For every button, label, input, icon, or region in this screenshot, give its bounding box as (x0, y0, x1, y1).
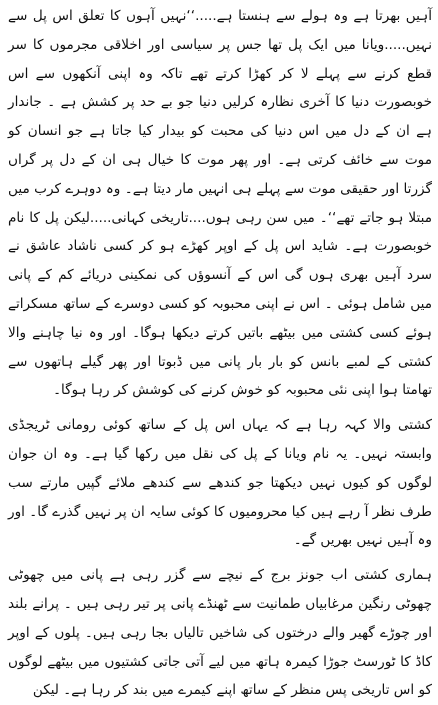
paragraph: آہیں بھرتا ہے وہ ہولے سے ہنستا ہے.....‘‘نہیں آہوں کا تعلق اس پل سے نہیں.....ویانا میں ایک پل تھا جس پر سیاسی اور اخلاقی مجرموں کا سر قطع کرنے سے پہلے لا کر کھڑا کرتے تھے تاکہ وہ اپنی آنکھوں سے اس خوبصورت دنیا کا آخری نظارہ کرلیں دنیا جو بے حد پر کشش ہے ۔ جاندار ہے ان کے دل میں اس دنیا کی محبت کو بیدار کیا جاتا ہے جو انسان کو موت سے خائف کرتی ہے۔ اور پھر موت کا خیال ہی ان کے دل پر گراں گزرتا اور حقیقی موت سے پہلے ہی انہیں مار دیتا ہے۔ وہ دوہرے کرب میں مبتلا ہو جاتے تھے‘‘۔ میں سن رہی ہوں....تاریخی کہانی.....لیکن پل کا نام خوبصورت ہے۔ شاید اس پل کے اوپر کھڑے ہو کر کسی ناشاد عاشق نے سرد آہیں بھری ہوں گی اس کے آنسوؤں کی نمکینی دریائے کم کے پانی میں شامل ہوئی ۔ اس نے اپنی محبوبہ کو کسی دوسرے کے ساتھ مسکراتے ہوئے کسی کشتی میں بیٹھے باتیں کرتے دیکھا ہوگا۔ اور وہ نیا چاہنے والا کشتی کے لمبے بانس کو بار بار پانی میں ڈبوتا اور پھر گیلے ہاتھوں سے تھامتا ہوا اپنی نئی محبوبہ کو خوش کرنے کی کوشش کر رہا ہوگا۔ (8, 8, 432, 399)
paragraph: کشتی والا کہہ رہا ہے کہ یہاں اس پل کے ساتھ کوئی رومانی ٹریجڈی وابستہ نہیں۔ یہ نام ویانا کے پل کی نقل میں رکھا گیا ہے۔ وہ ان جوان لوگوں کو کیوں نہیں دیکھتا جو کندھے سے کندھے ملائے گپیں مارتے سب طرف نظر آ رہے ہیں کیا محرومیوں کا کوئی سایہ ان پر نہیں گذرے گا۔ اور وہ آہیں نہیں بھریں گے۔ (8, 417, 432, 549)
paragraph: ہماری کشتی اب جونز برج کے نیچے سے گزر رہی ہے پانی میں چھوٹی چھوٹی رنگین مرغابیاں طمانیت سے ٹھنڈے پانی پر تیر رہی ہیں ۔ پرانے بلند اور چوڑے گھیر والے درختوں کی شاخیں تالیاں بجا رہی ہیں۔ پلوں کے اوپر کاڈ کا ٹورسٹ جوڑا کیمرہ ہاتھ میں لیے آتی جاتی کشتیوں میں بیٹھے لوگوں کو اس تاریخی پس منظر کے ساتھ اپنے کیمرے میں بند کر رہا ہے۔ لیکن (8, 567, 432, 699)
